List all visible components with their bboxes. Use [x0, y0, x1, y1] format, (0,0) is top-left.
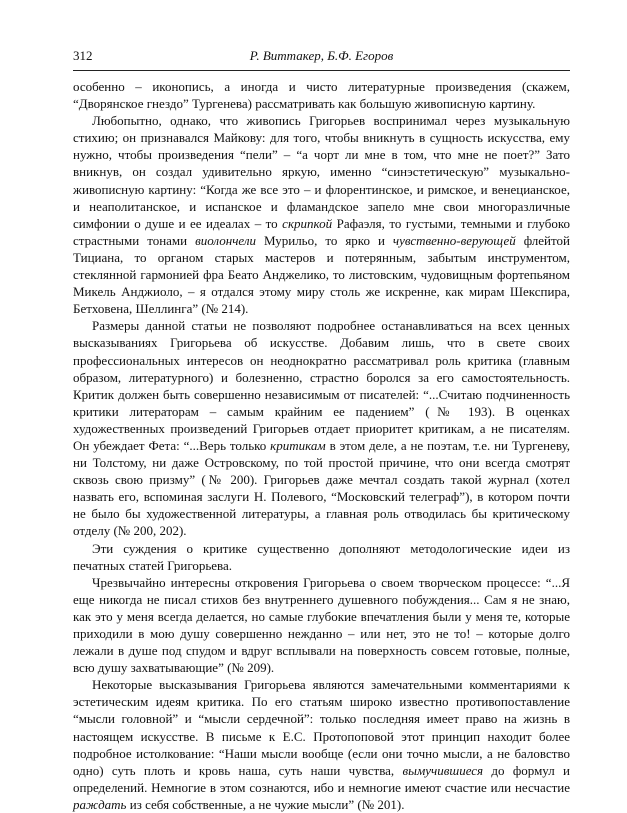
- page-header: [73, 46, 570, 68]
- italic-text: критикам: [270, 437, 326, 453]
- page-number: 312: [73, 48, 93, 63]
- text-run: в этом деле, а не поэтам, т.е. ни Тургеневу, ни Толстому, ни даже Островскому, по той простой причине, что они всегда смотрят сквозь свою призму” (№ 200). Григорьев даже мечтал создать такой журнал (хотел назвать его, вспоминая заслуги Н. Полевого, “Московский телеграф”), в котором почти не было бы художественной литературы, а главная роль отводилась бы критическому отделу (№ 200, 202).: [73, 437, 570, 539]
- text-run: Некоторые высказывания Григорьева являются замечательными комментариями к эстетическим идеям критика. По его статьям широко известно противопоставление “мысли головной” и “мысли сердечной”: только последняя имеет право на жизнь в настоящем искусстве. В письме к Е.С. Протопоповой этот принцип находит более подробное истолкование: “Наши мысли вообще (если они точно мысли, а не баловство одно) суть плоть и кровь наша, суть наши чувства,: [73, 677, 570, 778]
- text-run: до формул и определений. Немногие в этом сознаются, ибо и немногие имеют счастие или несчастие: [73, 762, 570, 795]
- body-text: [73, 78, 570, 813]
- italic-text: скрипкой: [282, 215, 333, 231]
- paragraph: [73, 112, 570, 317]
- running-title: Р. Виттакер, Б.Ф. Егоров: [249, 48, 394, 63]
- text-run: Рафаэля, то густыми, темными и глубоко страстными тонами: [73, 215, 570, 248]
- text-run: Эти суждения о критике существенно дополняют методологические идеи из печатных статей Григорьева.: [73, 540, 570, 573]
- text-run: флейтой Тициана, то органом старых мастеров и потерянным, забытым инструментом, стеклянной гармонией фра Беато Анджелико, то листовским, чудовищным фортепьяном Микель Анджиоло, – я отдался этому миру столь же искренне, как мирам Шекспира, Бетховена, Шеллинга” (№ 214).: [73, 232, 570, 317]
- italic-text: вымучившиеся: [402, 762, 484, 778]
- italic-text: чувственно-верующей: [392, 232, 516, 248]
- header-rule: [73, 70, 570, 71]
- paragraph: [73, 317, 570, 539]
- paragraph: [73, 78, 570, 112]
- italic-text: виолончели: [195, 232, 257, 248]
- paragraph: [73, 676, 570, 813]
- text-run: Чрезвычайно интересны откровения Григорьева о своем творческом процессе: “...Я еще никогда не писал стихов без внутреннего душевного побуждения... Сам я не знаю, как это у меня всегда делается, но самые глубокие впечатления были у меня те, которые приходили в мою душу совершенно нежданно – или нет, это не то! – которые долго лежали в душе под спудом и вдруг всплывали на поверхность совсем готовые, полные, всю душу захватывающие” (№ 209).: [73, 574, 570, 676]
- text-run: Любопытно, однако, что живопись Григорьев воспринимал через музыкальную стихию; он признавался Майкову: для того, чтобы вникнуть в сущность искусства, ему нужно, чтобы произведения “пели” – “а чорт ли мне в том, что мне не поет?” Зато вникнув, он создал удивительно яркую, именно “синэстетическую” музыкально-живописную картину: “Когда же все это – и флорентинское, и римское, и венецианское, и неаполитанское, и испанское и фламандское запело мне свои многоразличные симфонии о душе и ее идеалах – то: [73, 113, 570, 231]
- paragraph: [73, 574, 570, 677]
- italic-text: раждать: [73, 796, 127, 812]
- text-run: Мурильо, то ярко и: [256, 232, 393, 248]
- text-run: особенно – иконопись, а иногда и чисто литературные произведения (скажем, “Дворянское гнездо” Тургенева) рассматривать как большую живописную картину.: [73, 79, 570, 112]
- text-run: из себя собственные, а не чужие мысли” (№ 201).: [126, 796, 405, 812]
- paragraph: [73, 540, 570, 574]
- text-run: Размеры данной статьи не позволяют подробнее останавливаться на всех ценных высказываниях Григорьева об искусстве. Добавим лишь, что в свете своих профессиональных интересов он неоднократно рассматривал роль критика (главным образом, литературного) и болезненно, страстно боролся за его самостоятельность. Критик должен быть совершенно независимым от писателей: “...Считаю подчиненность критики литераторам – самым крайним ее падением” (№ 193). В оценках художественных произведений Григорьев отдает приоритет критикам, а не писателям. Он убеждает Фета: “...Верь только: [73, 318, 570, 453]
